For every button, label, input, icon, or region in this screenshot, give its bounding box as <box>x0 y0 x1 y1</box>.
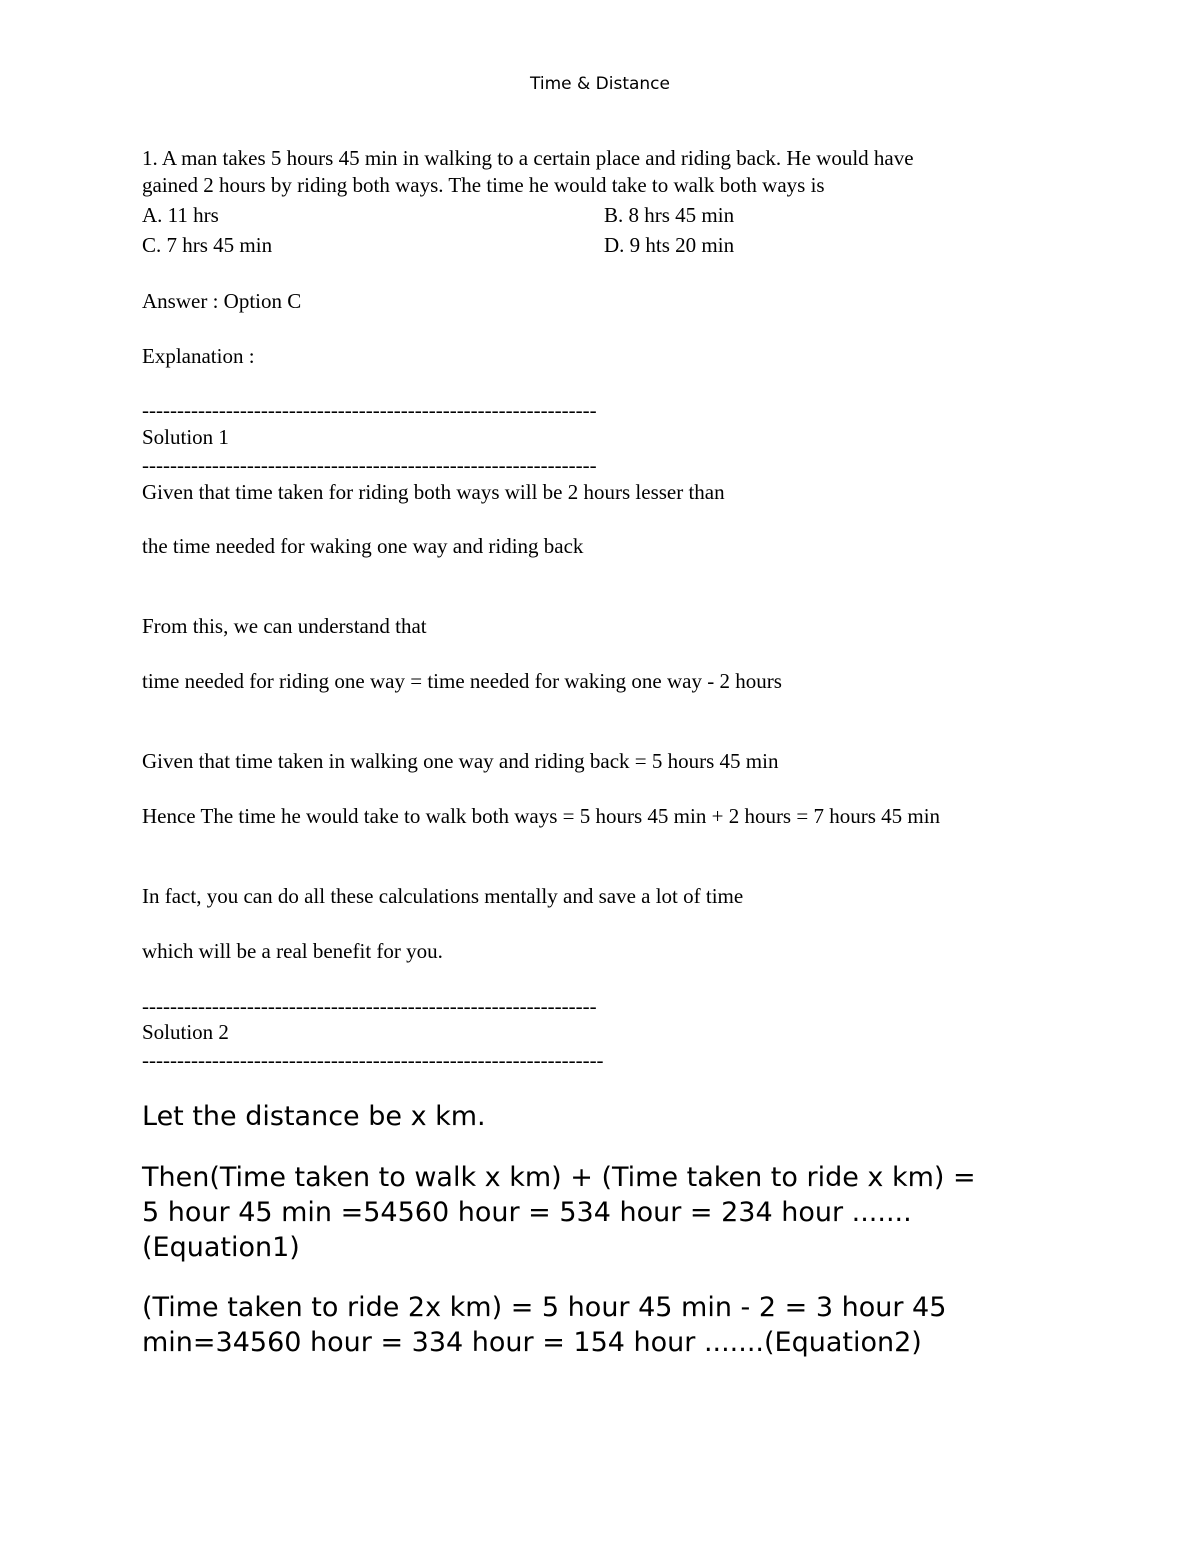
solution-2-title: Solution 2 <box>142 1020 229 1044</box>
question-line-1: 1. A man takes 5 hours 45 min in walking to a certain place and riding back. He would have <box>142 146 914 170</box>
option-b: B. 8 hrs 45 min <box>604 203 735 227</box>
answer-line: Answer : Option C <box>142 289 302 313</box>
equation-2-line: min=34560 hour = 334 hour = 154 hour .......(Equation2) <box>142 1327 922 1358</box>
option-a: A. 11 hrs <box>142 203 219 227</box>
explanation-label: Explanation : <box>142 344 255 368</box>
solution-1-line: which will be a real benefit for you. <box>142 939 443 963</box>
solution-1-line: the time needed for waking one way and riding back <box>142 534 584 558</box>
option-d: D. 9 hts 20 min <box>604 233 735 257</box>
separator-4: ------------------------------------------------------------------ <box>142 1048 604 1072</box>
solution-1-line: From this, we can understand that <box>142 614 427 638</box>
equation-1-line: Then(Time taken to walk x km) + (Time taken to ride x km) = <box>142 1162 976 1193</box>
separator-1: ----------------------------------------------------------------- <box>142 398 597 422</box>
separator-3: ----------------------------------------------------------------- <box>142 994 597 1018</box>
solution-1-line: Given that time taken in walking one way and riding back = 5 hours 45 min <box>142 749 779 773</box>
solution-1-line: Given that time taken for riding both ways will be 2 hours lesser than <box>142 480 725 504</box>
solution-1-line: In fact, you can do all these calculations mentally and save a lot of time <box>142 884 744 908</box>
solution-1-title: Solution 1 <box>142 425 229 449</box>
equation-2-line: (Time taken to ride 2x km) = 5 hour 45 min - 2 = 3 hour 45 <box>142 1292 947 1323</box>
question-line-2: gained 2 hours by riding both ways. The time he would take to walk both ways is <box>142 173 825 197</box>
page-header: Time & Distance <box>529 74 670 94</box>
solution-1-line: Hence The time he would take to walk both ways = 5 hours 45 min + 2 hours = 7 hours 45 min <box>142 804 941 828</box>
solution-2-let: Let the distance be x km. <box>142 1101 486 1132</box>
equation-1-line: (Equation1) <box>142 1232 300 1263</box>
option-c: C. 7 hrs 45 min <box>142 233 273 257</box>
solution-1-line: time needed for riding one way = time needed for waking one way - 2 hours <box>142 669 782 693</box>
equation-1-line: 5 hour 45 min =54560 hour = 534 hour = 234 hour ....... <box>142 1197 912 1228</box>
separator-2: ----------------------------------------------------------------- <box>142 453 597 477</box>
